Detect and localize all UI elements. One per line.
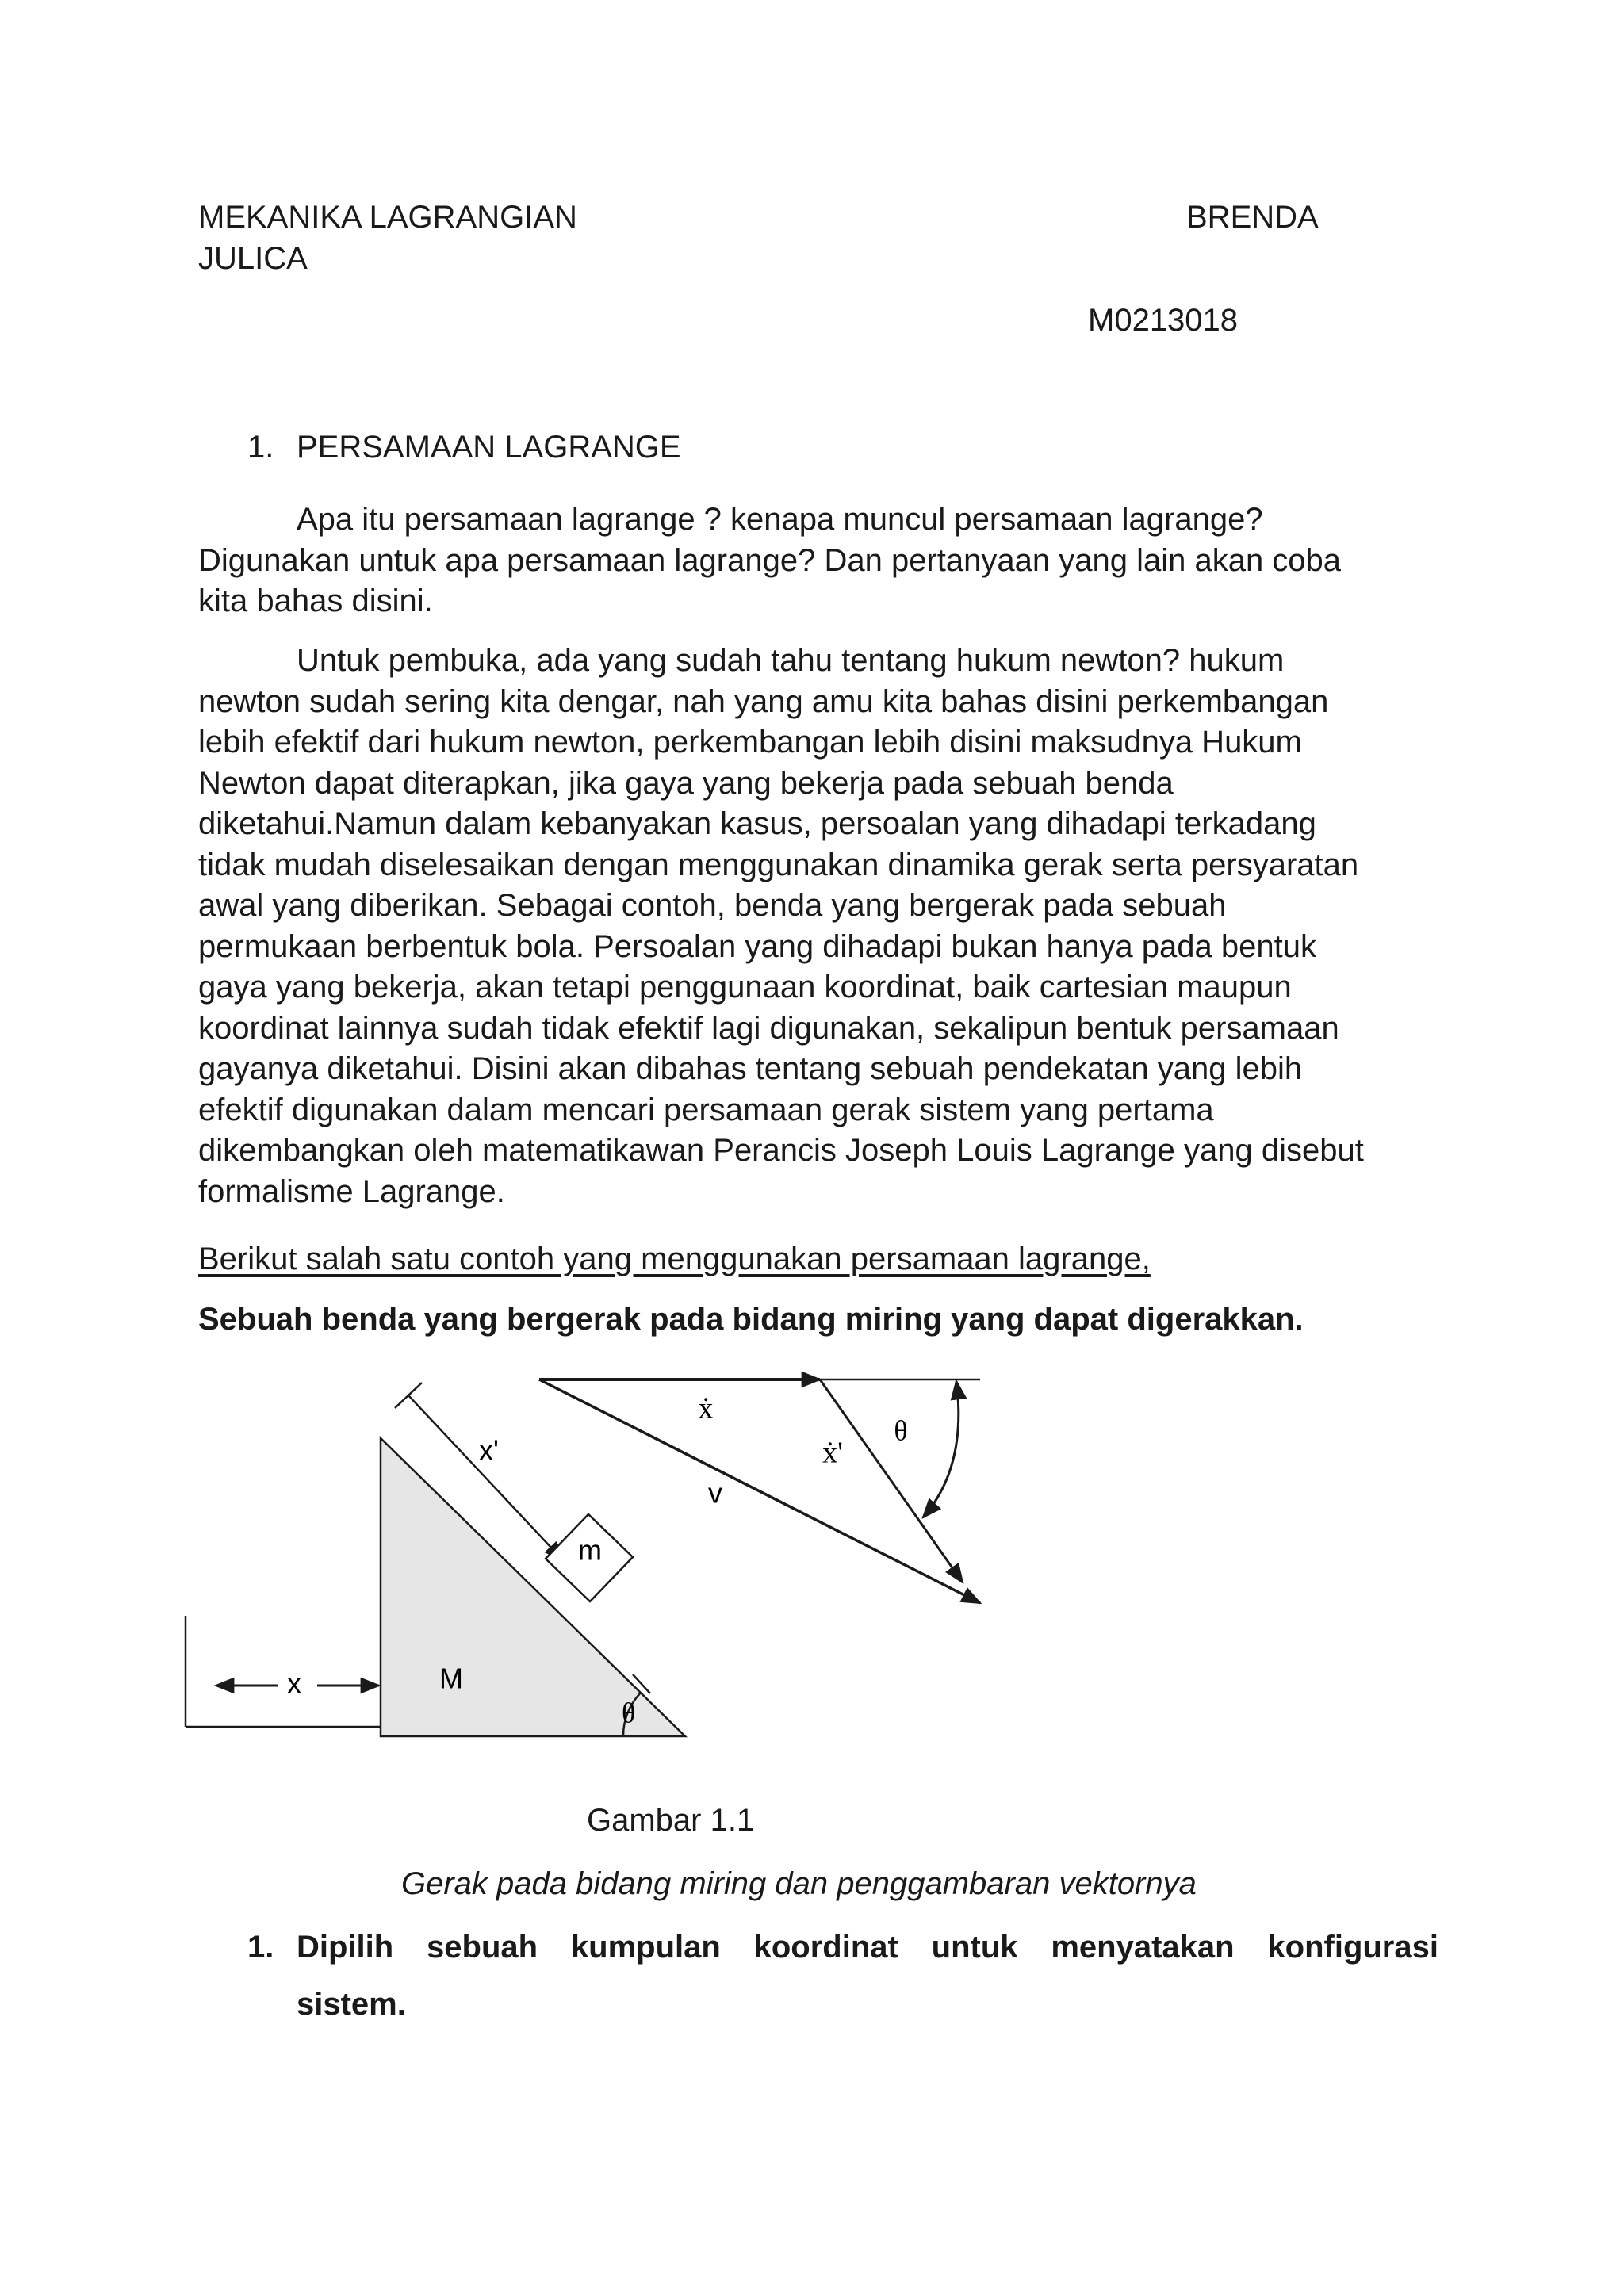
paragraph-line: newton sudah sering kita dengar, nah yang amu kita bahas disini perkembangan	[198, 683, 1329, 719]
example-title: Sebuah benda yang bergerak pada bidang miring yang dapat digerakkan.	[198, 1302, 1304, 1337]
x-prime-dot-label: ẋ'	[822, 1436, 843, 1470]
M-label: M	[439, 1662, 463, 1695]
paragraph-line: Apa itu persamaan lagrange ? kenapa muncul persamaan lagrange?	[297, 502, 1263, 537]
incline-theta-label: θ	[622, 1697, 636, 1729]
vector-theta-label: θ	[894, 1414, 908, 1447]
paragraph-line: koordinat lainnya sudah tidak efektif lagi digunakan, sekalipun bentuk persamaan	[198, 1010, 1339, 1046]
vector-angle-arc	[923, 1381, 959, 1517]
paragraph-line: gaya yang bekerja, akan tetapi penggunaan koordinat, baik cartesian maupun	[198, 970, 1292, 1004]
paragraph-line: efektif digunakan dalam mencari persamaan gerak sistem yang pertama	[198, 1092, 1214, 1127]
x-prime-dot-vector	[820, 1380, 963, 1582]
list-word: kumpulan	[570, 1930, 721, 1965]
student-id: M0213018	[1088, 303, 1239, 338]
list-number: 1.	[247, 1930, 274, 1965]
section-heading: PERSAMAAN LAGRANGE	[297, 430, 681, 465]
author-first-name: BRENDA	[1186, 200, 1319, 235]
figure-caption-number: Gambar 1.1	[587, 1803, 755, 1838]
x-prime-label: x'	[479, 1433, 499, 1467]
author-last-name: JULICA	[198, 241, 308, 276]
x-label: x	[287, 1667, 301, 1700]
example-intro: Berikut salah satu contoh yang menggunakan persamaan lagrange,	[198, 1242, 1151, 1276]
paragraph-line: diketahui.Namun dalam kebanyakan kasus, persoalan yang dihadapi terkadang	[198, 806, 1316, 841]
paragraph-line: kita bahas disini.	[198, 584, 433, 618]
paragraph-line: lebih efektif dari hukum newton, perkembangan lebih disini maksudnya Hukum	[198, 725, 1302, 760]
list-word: sebuah	[427, 1930, 538, 1965]
paragraph-line: permukaan berbentuk bola. Persoalan yang dihadapi bukan hanya pada bentuk	[198, 928, 1316, 964]
paragraph-line: Untuk pembuka, ada yang sudah tahu tentang hukum newton? hukum	[297, 643, 1285, 678]
list-item-first-line	[297, 1927, 1438, 1968]
figure-caption-text: Gerak pada bidang miring dan penggambaran vektornya	[401, 1866, 1197, 1901]
paragraph-line: dikembangkan oleh matematikawan Perancis Joseph Louis Lagrange yang disebut	[198, 1133, 1364, 1168]
x-dot-label: ẋ	[698, 1391, 714, 1425]
incline-wedge	[381, 1438, 685, 1736]
paragraph-line: tidak mudah diselesaikan dengan menggunakan dinamika gerak serta persyaratan	[198, 847, 1359, 882]
section-number: 1.	[247, 430, 274, 465]
paragraph-line: awal yang diberikan. Sebagai contoh, benda yang bergerak pada sebuah	[198, 888, 1227, 923]
paragraph-line: Newton dapat diterapkan, jika gaya yang bekerja pada sebuah benda	[198, 765, 1174, 801]
list-word: koordinat	[753, 1930, 898, 1965]
paragraph-line: Digunakan untuk apa persamaan lagrange? Dan pertanyaan yang lain akan coba	[198, 542, 1342, 578]
document-title: MEKANIKA LAGRANGIAN	[198, 200, 577, 235]
list-word: menyatakan	[1051, 1930, 1235, 1965]
block-m-label: m	[578, 1533, 602, 1567]
v-label: v	[708, 1476, 722, 1510]
list-item-continuation: sistem.	[297, 1987, 406, 2022]
paragraph-line: formalisme Lagrange.	[198, 1173, 505, 1209]
paragraph-line: gayanya diketahui. Disini akan dibahas tentang sebuah pendekatan yang lebih	[198, 1051, 1303, 1086]
list-word: Dipilih	[297, 1930, 394, 1965]
list-word: untuk	[931, 1930, 1018, 1965]
list-word: konfigurasi	[1267, 1930, 1438, 1965]
